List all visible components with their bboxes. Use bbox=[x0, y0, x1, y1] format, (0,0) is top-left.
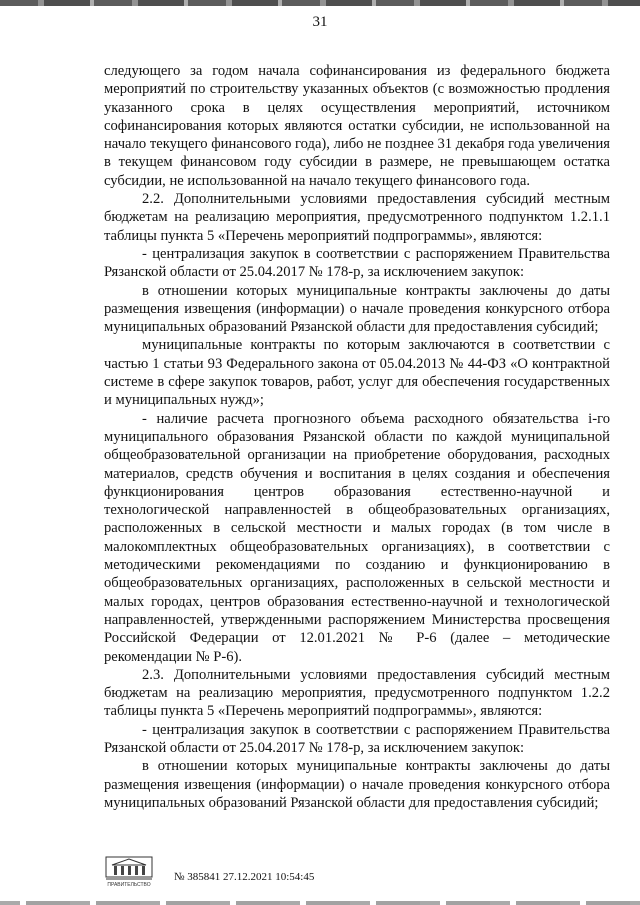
paragraph-6: - наличие расчета прогнозного объема расходного обязательства i-го муниципального образования Рязанской области по каждой муниципальной общеобразовательной организации на приобретение оборудования, расходных материалов, средств обучения и воспитания в целях создания и обеспечения функционирования центров образования естественно-научной и технологической направленностей в общеобразовательных организациях, расположенных в сельской местности и малых городах (в том числе в малокомплектных общеобразовательных организациях), в соответствии с методическими рекомендациями по созданию и функционированию в общеобразовательных организациях, расположенных в сельской местности и малых городах, центров образования естественно-научной и технологической направленностей, утвержденными распоряжением Министерства просвещения Российской Федерации от 12.01.2021 № Р-6 (далее – методические рекомендации № Р-6). bbox=[104, 410, 610, 665]
paragraph-3: - централизация закупок в соответствии с распоряжением Правительства Рязанской области от 25.04.2017 № 178-р, за исключением закупок: bbox=[104, 245, 610, 281]
paragraph-7: 2.3. Дополнительными условиями предоставления субсидий местным бюджетам на реализацию мероприятия, предусмотренного подпунктом 1.2.2 таблицы пункта 5 «Перечень мероприятий подпрограммы», являются: bbox=[104, 666, 610, 720]
document-body bbox=[104, 62, 610, 812]
logo-caption: ПРАВИТЕЛЬСТВО bbox=[107, 882, 151, 888]
paragraph-4: в отношении которых муниципальные контракты заключены до даты размещения извещения (информации) о начале проведения конкурсного отбора муниципальных образований Рязанской области для предоставления субсидий; bbox=[104, 282, 610, 336]
scan-edge-bottom bbox=[0, 901, 640, 905]
paragraph-9: в отношении которых муниципальные контракты заключены до даты размещения извещения (информации) о начале проведения конкурсного отбора муниципальных образований Рязанской области для предоставления субсидий; bbox=[104, 758, 610, 811]
paragraph-5: муниципальные контракты по которым заключаются в соответствии с частью 1 статьи 93 Федерального закона от 05.04.2013 № 44-ФЗ «О контрактной системе в сфере закупок товаров, работ, услуг для обеспечения государственных и муниципальных нужд»; bbox=[104, 337, 610, 409]
paragraph-8: - централизация закупок в соответствии с распоряжением Правительства Рязанской области от 25.04.2017 № 178-р, за исключением закупок: bbox=[104, 721, 610, 756]
page-number: 31 bbox=[312, 14, 328, 30]
document-footer bbox=[104, 855, 504, 895]
scan-edge-top bbox=[0, 0, 640, 6]
paragraph-2: 2.2. Дополнительными условиями предоставления субсидий местным бюджетам на реализацию мероприятия, предусмотренного подпунктом 1.2.1.1 таблицы пункта 5 «Перечень мероприятий подпрограммы», являются: bbox=[104, 191, 610, 244]
government-building-icon bbox=[104, 855, 154, 889]
document-stamp: № 385841 27.12.2021 10:54:45 bbox=[174, 871, 315, 883]
paragraph-1: следующего за годом начала софинансирования из федерального бюджета мероприятий по строительству указанных объектов (с возможностью продления указанного срока в целях осуществления мероприятий, источником софинансирования которых являются остатки субсидии, не использованной на начало текущего финансового года), либо не позднее 31 декабря года увеличения в текущем финансовом году субсидии в размере, не превышающем остатка субсидии, не использованной на начало текущего финансового года. bbox=[104, 63, 610, 189]
